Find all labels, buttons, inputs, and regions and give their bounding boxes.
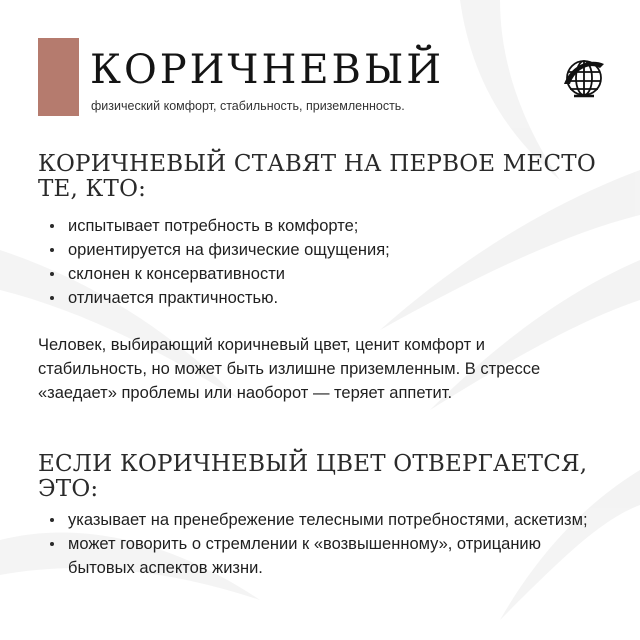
- bullet-dot-icon: [50, 272, 54, 276]
- list-item: отличается практичностью.: [46, 286, 606, 310]
- bullet-dot-icon: [50, 224, 54, 228]
- bullet-dot-icon: [50, 296, 54, 300]
- globe-logo-icon: [560, 54, 608, 102]
- color-swatch: [38, 38, 79, 116]
- list-item: может говорить о стремлении к «возвышенному», отрицанию бытовых аспектов жизни.: [46, 532, 606, 580]
- page-subtitle: физический комфорт, стабильность, приземленность.: [91, 99, 405, 113]
- page-title: КОРИЧНЕВЫЙ: [90, 47, 445, 93]
- rejected-traits-list: [46, 508, 606, 580]
- description-paragraph: Человек, выбирающий коричневый цвет, ценит комфорт и стабильность, но может быть излишне приземленным. В стрессе «заедает» проблемы или наоборот — теряет аппетит.: [38, 336, 541, 402]
- list-item: испытывает потребность в комфорте;: [46, 214, 606, 238]
- preferred-traits-list: [46, 214, 606, 310]
- list-item: ориентируется на физические ощущения;: [46, 238, 606, 262]
- list-item: склонен к консервативности: [46, 262, 606, 286]
- list-item: указывает на пренебрежение телесными потребностями, аскетизм;: [46, 508, 606, 532]
- section-heading-preferred: КОРИЧНЕВЫЙ СТАВЯТ НА ПЕРВОЕ МЕСТО ТЕ, КТО:: [38, 151, 596, 202]
- bullet-dot-icon: [50, 248, 54, 252]
- section-heading-rejected: ЕСЛИ КОРИЧНЕВЫЙ ЦВЕТ ОТВЕРГАЕТСЯ, ЭТО:: [38, 451, 588, 502]
- bullet-dot-icon: [50, 542, 54, 546]
- bullet-dot-icon: [50, 518, 54, 522]
